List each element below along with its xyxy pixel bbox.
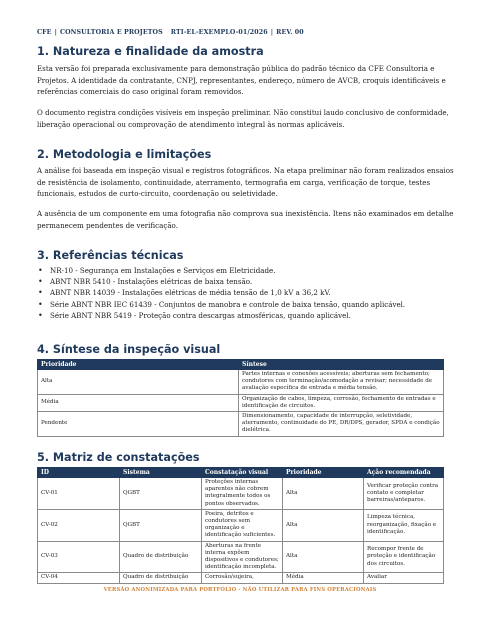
table-cell: Alta [283, 541, 364, 573]
table-row [38, 478, 444, 510]
table-cell: Verificar proteção contra contato e completar barreiras/anteparos. [364, 478, 444, 510]
table-row [38, 412, 444, 437]
table-header-row [38, 468, 444, 478]
page-footer: VERSÃO ANONIMIZADA PARA PORTFÓLIO - NÃO UTILIZAR PARA FINS OPERACIONAIS [103, 587, 377, 593]
column-header: Sistema [120, 468, 202, 478]
table-cell: QGBT [120, 478, 202, 510]
header-doc-code: RTI-EL-EXEMPLO-01/2026 [170, 29, 268, 36]
table-header-row [38, 360, 444, 370]
column-header: Prioridade [38, 360, 239, 370]
table-cell: CV-01 [38, 478, 120, 510]
table-cell: Alta [38, 370, 239, 395]
table-cell: Alta [283, 478, 364, 510]
table-cell: Alta [283, 509, 364, 541]
table-cell: Dimensionamento, capacidade de interrupção, seletividade, aterramento, continuidade do PE, DR/DPS, gerador, SPDA e condição dielétrica. [239, 412, 444, 437]
table-row [38, 394, 444, 411]
section-2-title: 2. Metodologia e limitações [37, 148, 212, 161]
table-row [38, 541, 444, 573]
table-cell: QGBT [120, 509, 202, 541]
table-cell: Média [283, 573, 364, 583]
table-cell: Organização de cabos, limpeza, corrosão, fechamento de entradas e identificação de circuitos. [239, 394, 444, 411]
section-1-title: 1. Natureza e finalidade da amostra [37, 45, 264, 58]
header-org: CFE [37, 29, 52, 36]
table-cell: Média [38, 394, 239, 411]
table-cell: Quadro de distribuição [120, 541, 202, 573]
bullet: • [38, 277, 43, 287]
table-row [38, 370, 444, 395]
bullet: • [38, 288, 43, 298]
list-item [37, 287, 457, 298]
bullet: • [38, 266, 43, 275]
list-item [37, 310, 457, 321]
section-1-paragraph-1: Esta versão foi preparada exclusivamente para demonstração pública do padrão técnico da CFE Consultoria e Projetos. A identidade da contratante, CNPJ, representantes, endereço, número de AVCB, croquis identificáveis e referências comerciais do caso original foram removidos. [37, 64, 446, 97]
section-2-paragraph-1: A análise foi baseada em inspeção visual e registros fotográficos. Na etapa preliminar não foram realizados ensaios de resistência de isolamento, continuidade, aterramento, termografia em carga, verificação de torque, testes funcionais, estudos de curto-circuito, coordenação ou seletividade. [37, 166, 454, 199]
table-cell: Avaliar [364, 573, 444, 583]
page-header [37, 29, 304, 36]
reference-text: Série ABNT NBR IEC 61439 - Conjuntos de manobra e controle de baixa tensão, quando aplicável. [50, 299, 406, 309]
table-cell: Recompor frente de proteção e identificação dos circuitos. [364, 541, 444, 573]
table-cell: Poeira, detritos e condutores sem organização e identificação suficientes. [202, 509, 283, 541]
table-cell: Pendente [38, 412, 239, 437]
table-cell: Proteções internas aparentes não cobrem integralmente todos os pontos observados. [202, 478, 283, 510]
column-header: Síntese [239, 360, 444, 370]
header-separator: | [270, 29, 274, 36]
table-cell: CV-03 [38, 541, 120, 573]
column-header: Prioridade [283, 468, 364, 478]
reference-text: NR-10 - Segurança em Instalações e Serviços em Eletricidade. [50, 266, 276, 275]
column-header: ID [38, 468, 120, 478]
table-row [38, 509, 444, 541]
section-2-paragraph-2: A ausência de um componente em uma fotografia não comprova sua inexistência. Itens não examinados em detalhe permanecem pendentes de verificação. [37, 209, 454, 230]
header-revision: REV. 00 [276, 29, 304, 36]
list-item [37, 276, 457, 287]
column-header: Constatação visual [202, 468, 283, 478]
table-cell: Limpeza técnica, reorganização, fixação e identificação. [364, 509, 444, 541]
reference-text: Série ABNT NBR 5419 - Proteção contra descargas atmosféricas, quando aplicável. [50, 310, 351, 320]
header-separator: | [54, 29, 57, 36]
table-cell: Corrosão/sujeira, [202, 573, 283, 583]
references-list [37, 265, 457, 321]
header-dept: CONSULTORIA E PROJETOS [59, 29, 163, 36]
bullet: • [38, 310, 43, 320]
table-cell: Quadro de distribuição [120, 573, 202, 583]
column-header: Ação recomendada [364, 468, 444, 478]
section-4-title: 4. Síntese da inspeção visual [37, 343, 221, 356]
table-row [38, 573, 444, 583]
table-cell: Aberturas na frente interna expõem dispositivos e condutores; identificação incompleta. [202, 541, 283, 573]
section-3-title: 3. Referências técnicas [37, 249, 184, 262]
list-item [37, 299, 457, 310]
table-cell: Partes internas e conexões acessíveis; aberturas sem fechamento; condutores com terminação/acomodação a revisar; necessidade de avaliação específica de entrada e média tensão. [239, 370, 444, 395]
findings-table [37, 467, 444, 584]
section-5-title: 5. Matriz de constatações [37, 451, 200, 464]
reference-text: ABNT NBR 5410 - Instalações elétricas de baixa tensão. [50, 277, 253, 287]
reference-text: ABNT NBR 14039 - Instalações elétricas de média tensão de 1,0 kV a 36,2 kV. [50, 288, 331, 298]
summary-table [37, 359, 444, 437]
list-item [37, 265, 457, 276]
bullet: • [38, 299, 43, 309]
table-cell: CV-04 [38, 573, 120, 583]
table-cell: CV-02 [38, 509, 120, 541]
section-1-paragraph-2: O documento registra condições visíveis em inspeção preliminar. Não constitui laudo conclusivo de conformidade, liberação operacional ou comprovação de atendimento integral às normas aplicáveis. [37, 108, 449, 129]
